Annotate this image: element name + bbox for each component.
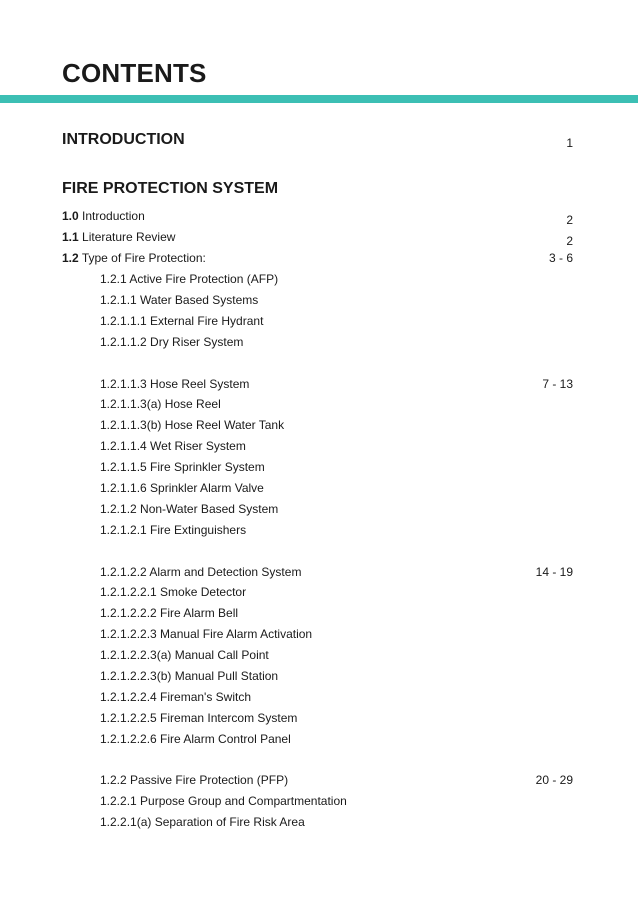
toc-entry-label: 1.2.1.2.2.1 Smoke Detector — [100, 585, 247, 599]
toc-entry-label: 1.2.1.1.2 Dry Riser System — [100, 335, 244, 349]
toc-entry — [100, 314, 263, 328]
toc-entry-page: 3 - 6 — [548, 251, 573, 265]
toc-entry-page: 14 - 19 — [535, 565, 573, 579]
toc-entry — [100, 690, 251, 704]
toc-entry-label: 1.2.1.1.3(a) Hose Reel — [100, 397, 221, 411]
toc-entry-label: 1.2.1.2.2.2 Fire Alarm Bell — [100, 606, 239, 620]
section-heading-introduction: INTRODUCTION — [62, 131, 185, 148]
toc-entry-number: 1.0 — [62, 209, 79, 223]
toc-entry — [100, 377, 249, 391]
toc-entry — [100, 627, 312, 641]
toc-entry — [100, 565, 301, 579]
toc-entry — [100, 460, 265, 474]
toc-entry — [100, 585, 246, 599]
toc-entry — [100, 606, 238, 620]
toc-entry — [100, 335, 243, 349]
toc-entry — [100, 293, 258, 307]
toc-entry — [100, 794, 347, 808]
toc-entry — [62, 230, 175, 244]
toc-entry-label: 1.2.1.2.2.5 Fireman Intercom System — [100, 711, 298, 725]
toc-entry-label: 1.2.1.2.2.3 Manual Fire Alarm Activation — [100, 627, 313, 641]
toc-entry-label: 1.2.1.2.2.3(b) Manual Pull Station — [100, 669, 279, 683]
section-heading-fire-protection-system: FIRE PROTECTION SYSTEM — [62, 180, 279, 197]
toc-entry-label: 1.2.1.1.5 Fire Sprinkler System — [100, 460, 265, 474]
toc-entry-label: 1.2.1.1.3 Hose Reel System — [100, 377, 250, 391]
page-title: CONTENTS — [62, 58, 207, 88]
toc-entry-number: 1.1 — [62, 230, 79, 244]
toc-entry-label: 1.2.1.1.6 Sprinkler Alarm Valve — [100, 481, 264, 495]
toc-entry — [62, 251, 206, 265]
toc-entry — [100, 523, 246, 537]
toc-entry-page: 20 - 29 — [535, 773, 573, 787]
toc-entry-label: 1.2.1.1.3(b) Hose Reel Water Tank — [100, 418, 285, 432]
toc-entry — [100, 648, 269, 662]
toc-entry-number: 1.2 — [62, 251, 79, 265]
toc-entry-label: 1.2.2.1 Purpose Group and Compartmentation — [100, 794, 347, 808]
toc-entry-label: 1.2.1 Active Fire Protection (AFP) — [100, 272, 279, 286]
accent-rule — [0, 95, 638, 103]
toc-entry — [100, 272, 278, 286]
toc-entry-label: 1.2.1.1.4 Wet Riser System — [100, 439, 246, 453]
toc-entry — [100, 773, 288, 787]
toc-entry — [100, 418, 284, 432]
toc-entry — [100, 397, 221, 411]
toc-entry-label: Introduction — [82, 209, 145, 223]
section-page-introduction: 1 — [566, 136, 573, 150]
toc-entry-label: 1.2.2 Passive Fire Protection (PFP) — [100, 773, 289, 787]
toc-entry — [100, 732, 291, 746]
toc-entry-label: 1.2.1.2.2 Alarm and Detection System — [100, 565, 302, 579]
toc-entry — [62, 209, 145, 223]
toc-entry-page: 7 - 13 — [542, 377, 573, 391]
toc-entry-label: 1.2.1.2.2.6 Fire Alarm Control Panel — [100, 732, 291, 746]
toc-entry — [100, 502, 278, 516]
toc-entry-label: 1.2.1.2.2.4 Fireman's Switch — [100, 690, 252, 704]
toc-entry-label: 1.2.1.1.1 External Fire Hydrant — [100, 314, 264, 328]
toc-entry — [100, 439, 246, 453]
toc-entry-page: 2 — [566, 213, 573, 227]
toc-entry-label: 1.2.1.1 Water Based Systems — [100, 293, 259, 307]
toc-entry-label: 1.2.1.2.1 Fire Extinguishers — [100, 523, 247, 537]
toc-entry-label: 1.2.2.1(a) Separation of Fire Risk Area — [100, 815, 305, 829]
toc-entry-label: 1.2.1.2.2.3(a) Manual Call Point — [100, 648, 269, 662]
toc-entry — [100, 669, 278, 683]
toc-entry — [100, 481, 264, 495]
toc-entry — [100, 815, 305, 829]
toc-entry-label: Type of Fire Protection: — [81, 251, 206, 265]
toc-entry-label: 1.2.1.2 Non-Water Based System — [100, 502, 279, 516]
toc-entry — [100, 711, 297, 725]
toc-entry-page: 2 — [566, 234, 573, 248]
toc-entry-label: Literature Review — [82, 230, 176, 244]
